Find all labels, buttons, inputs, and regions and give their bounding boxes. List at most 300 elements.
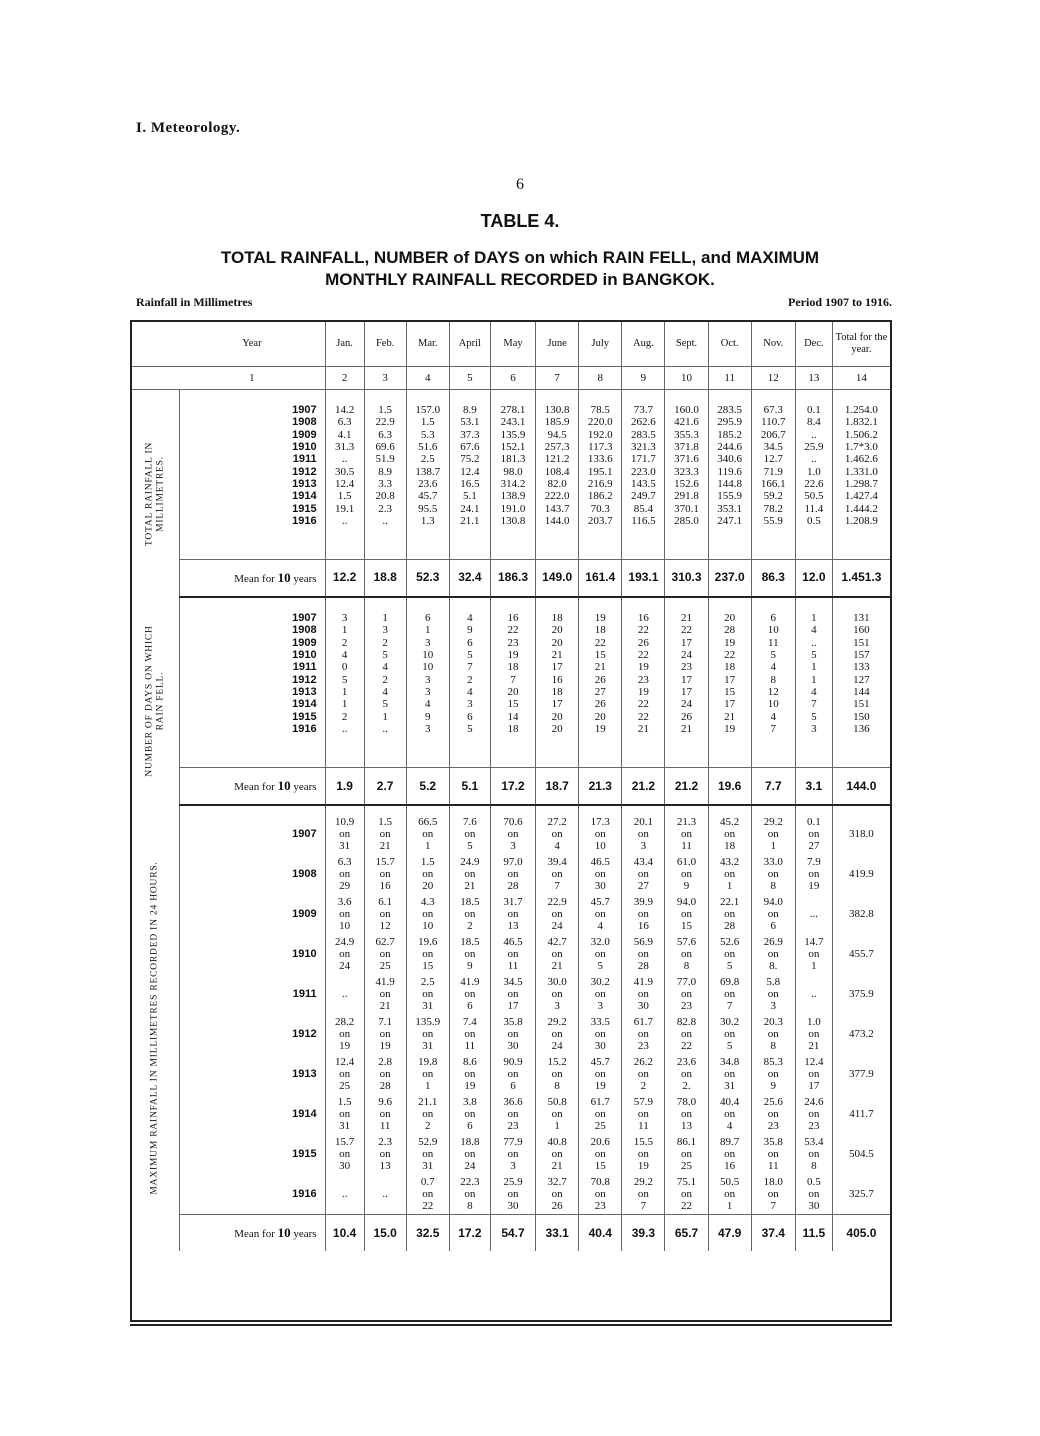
on-word: on: [422, 1188, 434, 1201]
spacer: [832, 527, 890, 543]
value-cell: 2: [325, 637, 364, 649]
value-cell: 22: [665, 624, 708, 636]
max-cell: [449, 1054, 490, 1094]
max-cell: [490, 1014, 535, 1054]
value-cell: 20: [536, 723, 579, 735]
spacer: [795, 543, 832, 560]
on-word: on: [464, 948, 476, 961]
max-date: 21: [808, 1040, 820, 1053]
max-cell: [325, 894, 364, 934]
year-cell: 1910: [292, 649, 317, 662]
value-cell: 24: [665, 698, 708, 710]
on-word: on: [422, 1108, 434, 1121]
mean-value: 39.3: [622, 1215, 665, 1252]
spacer: [708, 597, 751, 612]
value-cell: 5: [364, 649, 406, 661]
value-cell: 7: [449, 661, 490, 673]
on-word: on: [422, 948, 434, 961]
data-row-1912: [132, 674, 890, 686]
on-word: on: [551, 988, 563, 1001]
spacer: [622, 751, 665, 768]
max-cell: [665, 1174, 708, 1215]
on-word: on: [507, 868, 519, 881]
on-word: on: [594, 908, 606, 921]
max-cell: [449, 1014, 490, 1054]
mean-value: 54.7: [490, 1215, 535, 1252]
value-cell: 340.6: [708, 453, 751, 465]
value-cell: 45.7: [406, 490, 449, 502]
max-cell: [364, 1134, 406, 1174]
period-label: Period 1907 to 1916.: [788, 295, 892, 309]
max-cell: [579, 854, 622, 894]
on-word: on: [724, 868, 736, 881]
value-cell: 6: [449, 637, 490, 649]
value-cell: 18: [490, 661, 535, 673]
spacer: [832, 390, 890, 405]
max-cell: [708, 1174, 751, 1215]
spacer: [579, 527, 622, 543]
spacer-row: [132, 735, 890, 751]
max-date: 29: [339, 880, 351, 893]
max-cell: [751, 1134, 795, 1174]
value-cell: 20: [536, 711, 579, 723]
column-header: Oct.: [708, 322, 751, 367]
value-cell: ..: [364, 515, 406, 527]
value-cell: 186.2: [579, 490, 622, 502]
value-cell: 4: [751, 661, 795, 673]
data-row-1913: [132, 686, 890, 698]
max-date: 24: [339, 960, 351, 973]
value-cell: 95.5: [406, 503, 449, 515]
max-cell: [579, 1094, 622, 1134]
value-cell: 12.4: [449, 466, 490, 478]
on-word: on: [681, 1188, 693, 1201]
max-date: 9: [770, 1080, 777, 1093]
spacer: [364, 543, 406, 560]
on-word: on: [808, 948, 820, 961]
max-row-1908: [132, 854, 890, 894]
max-value: 56.9: [633, 935, 654, 948]
section-heading: I. Meteorology.: [136, 120, 241, 136]
value-cell: 223.0: [622, 466, 665, 478]
value-cell: 16: [536, 674, 579, 686]
value-cell: 6: [449, 711, 490, 723]
spacer: [708, 543, 751, 560]
max-value: 94.0: [763, 895, 783, 908]
max-date: 31: [422, 1160, 434, 1173]
max-date: 11: [464, 1040, 476, 1053]
value-cell: 1.208.9: [832, 515, 890, 527]
max-cell: [364, 814, 406, 854]
mean-value: 5.2: [406, 768, 449, 806]
max-cell: [708, 1054, 751, 1094]
max-value: 1.5: [378, 815, 393, 828]
max-cell: [449, 854, 490, 894]
max-value: 90.9: [503, 1055, 523, 1068]
on-word: on: [681, 1068, 693, 1081]
value-cell: 17: [708, 674, 751, 686]
max-value: 31.7: [503, 895, 523, 908]
value-cell: 108.4: [536, 466, 579, 478]
spacer: [708, 390, 751, 405]
max-cell: [406, 1014, 449, 1054]
max-value: 1.5: [420, 855, 435, 868]
max-date: 24: [464, 1160, 476, 1173]
on-word: on: [422, 908, 434, 921]
year-cell: 1907: [292, 612, 317, 625]
blank-marker: ...: [809, 908, 818, 921]
max-date: 30: [637, 1000, 649, 1013]
value-cell: 70.3: [579, 503, 622, 515]
on-word: on: [551, 1108, 563, 1121]
max-value: 42.7: [547, 935, 567, 948]
spacer: [795, 805, 832, 814]
max-cell: [579, 974, 622, 1014]
value-cell: 1.506.2: [832, 429, 890, 441]
data-row-1916: [132, 723, 890, 735]
max-value: 41.9: [375, 975, 395, 988]
column-number: 9: [622, 367, 665, 390]
value-cell: 144: [832, 686, 890, 698]
on-word: on: [422, 1068, 434, 1081]
max-value: 45.2: [720, 815, 740, 828]
value-cell: 206.7: [751, 429, 795, 441]
on-word: on: [464, 1148, 476, 1161]
value-cell: 15: [490, 698, 535, 710]
spacer: [490, 390, 535, 405]
max-value: 20.3: [763, 1015, 783, 1028]
column-number: 8: [579, 367, 622, 390]
on-word: on: [507, 908, 519, 921]
value-cell: 138.7: [406, 466, 449, 478]
spacer: [179, 735, 325, 751]
on-word: on: [681, 828, 693, 841]
on-word: on: [339, 1028, 351, 1041]
value-cell: 5: [795, 711, 832, 723]
max-value: 52.9: [418, 1135, 438, 1148]
on-word: on: [724, 1148, 736, 1161]
on-word: on: [551, 828, 563, 841]
spacer: [795, 527, 832, 543]
value-cell: 50.5: [795, 490, 832, 502]
value-cell: 20: [579, 711, 622, 723]
max-date: 28: [637, 960, 649, 973]
value-cell: 22.9: [364, 416, 406, 428]
on-word: on: [379, 868, 391, 881]
spacer: [832, 805, 890, 814]
max-cell: [490, 854, 535, 894]
page-number: 6: [516, 176, 524, 193]
max-row-1907: [132, 814, 890, 854]
value-cell: 1: [325, 686, 364, 698]
on-word: on: [767, 948, 779, 961]
max-cell: [708, 1014, 751, 1054]
value-cell: 133: [832, 661, 890, 673]
value-cell: 1.3: [406, 515, 449, 527]
value-cell: 222.0: [536, 490, 579, 502]
max-date: 3: [597, 1000, 604, 1013]
value-cell: 1: [795, 674, 832, 686]
max-date: 3: [554, 1000, 560, 1013]
year-cell: 1907: [292, 828, 317, 841]
value-cell: ..: [795, 637, 832, 649]
spacer: [449, 543, 490, 560]
max-value: 18.8: [460, 1135, 480, 1148]
spacer: [832, 751, 890, 768]
value-cell: 71.9: [751, 466, 795, 478]
value-cell: ..: [325, 453, 364, 465]
max-cell: [795, 814, 832, 854]
value-cell: 6.3: [325, 416, 364, 428]
spacer: [179, 751, 325, 768]
max-date: 25: [379, 960, 391, 973]
spacer: [751, 390, 795, 405]
value-cell: 22: [579, 637, 622, 649]
value-cell: 21: [579, 661, 622, 673]
value-cell: 135.9: [490, 429, 535, 441]
spacer: [622, 805, 665, 814]
max-cell: [622, 814, 665, 854]
on-word: on: [507, 988, 519, 1001]
value-cell: 181.3: [490, 453, 535, 465]
on-word: on: [681, 1148, 693, 1161]
max-date: 12: [379, 920, 391, 933]
spacer: [579, 805, 622, 814]
value-cell: 151: [832, 637, 890, 649]
max-cell: [665, 1014, 708, 1054]
data-row-1908: [132, 416, 890, 428]
spacer: [449, 390, 490, 405]
max-date: 30: [339, 1160, 351, 1173]
on-word: on: [681, 1028, 693, 1041]
max-value: 36.6: [503, 1095, 523, 1108]
max-date: 8: [770, 1040, 777, 1053]
max-cell: [536, 1054, 579, 1094]
max-date: 4: [726, 1120, 733, 1133]
value-cell: 17: [708, 698, 751, 710]
max-cell: [622, 934, 665, 974]
max-value: 33.5: [590, 1015, 610, 1028]
column-number: 10: [665, 367, 708, 390]
max-total: 473.2: [832, 1014, 890, 1054]
on-word: on: [767, 988, 779, 1001]
max-cell: [449, 814, 490, 854]
value-cell: 3: [364, 624, 406, 636]
value-cell: 20.8: [364, 490, 406, 502]
data-row-1907: [132, 404, 890, 416]
value-cell: 69.6: [364, 441, 406, 453]
value-cell: 20: [490, 686, 535, 698]
max-value: 6.1: [378, 895, 393, 908]
column-header: May: [490, 322, 535, 367]
mean-value: 2.7: [364, 768, 406, 806]
value-cell: 1: [364, 711, 406, 723]
on-word: on: [594, 868, 606, 881]
max-value: 29.2: [547, 1015, 567, 1028]
max-date: 24: [551, 1040, 563, 1053]
value-cell: 283.5: [622, 429, 665, 441]
data-row-1911: [132, 453, 890, 465]
on-word: on: [551, 948, 563, 961]
value-cell: 138.9: [490, 490, 535, 502]
max-value: 24.9: [334, 935, 355, 948]
spacer: [708, 805, 751, 814]
spacer: [449, 735, 490, 751]
value-cell: 5: [325, 674, 364, 686]
max-row-1915: [132, 1134, 890, 1174]
on-word: on: [379, 908, 391, 921]
value-cell: 19: [490, 649, 535, 661]
data-row-1913: [132, 478, 890, 490]
value-cell: 21.1: [449, 515, 490, 527]
mean-value: 21.3: [579, 768, 622, 806]
max-date: 23: [767, 1120, 779, 1133]
on-word: on: [637, 828, 649, 841]
max-cell: [665, 854, 708, 894]
max-cell: [536, 1174, 579, 1215]
max-value: 25.9: [503, 1175, 523, 1188]
on-word: on: [767, 1108, 779, 1121]
value-cell: 14.2: [325, 404, 364, 416]
mean-value: 3.1: [795, 768, 832, 806]
on-word: on: [637, 1108, 649, 1121]
max-cell: [325, 854, 364, 894]
max-cell: [536, 974, 579, 1014]
max-date: 16: [724, 1160, 736, 1173]
rainfall-table: [132, 322, 890, 1251]
column-number: 1: [179, 367, 325, 390]
value-cell: 8.4: [795, 416, 832, 428]
on-word: on: [339, 908, 351, 921]
spacer: [364, 751, 406, 768]
max-date: 8: [467, 1200, 473, 1213]
max-cell: [665, 814, 708, 854]
max-date: 2: [467, 920, 473, 933]
year-cell: 1911: [292, 661, 317, 674]
column-number: 11: [708, 367, 751, 390]
max-value: 85.3: [763, 1055, 783, 1068]
max-value: 8.6: [462, 1055, 477, 1068]
max-date: 27: [808, 840, 820, 853]
max-cell: [622, 1094, 665, 1134]
max-date: 3: [510, 840, 516, 853]
data-row-1909: [132, 637, 890, 649]
value-cell: 17: [665, 686, 708, 698]
on-word: on: [507, 1188, 519, 1201]
column-number: 5: [449, 367, 490, 390]
max-cell: [665, 894, 708, 934]
value-cell: 1.5: [406, 416, 449, 428]
spacer: [406, 751, 449, 768]
spacer: [406, 597, 449, 612]
column-number: 3: [364, 367, 406, 390]
spacer: [751, 543, 795, 560]
value-cell: 262.6: [622, 416, 665, 428]
value-cell: 295.9: [708, 416, 751, 428]
max-cell: [449, 934, 490, 974]
value-cell: 11.4: [795, 503, 832, 515]
on-word: on: [507, 1028, 519, 1041]
max-value: 18.0: [763, 1175, 783, 1188]
on-word: on: [767, 828, 779, 841]
max-date: 30: [594, 1040, 606, 1053]
max-date: 24: [551, 920, 563, 933]
value-cell: 1: [325, 624, 364, 636]
max-date: 1: [811, 960, 817, 973]
max-row-1913: [132, 1054, 890, 1094]
side-label-text: [145, 625, 166, 776]
value-cell: 10: [406, 661, 449, 673]
value-cell: 2: [364, 674, 406, 686]
max-cell: [795, 974, 832, 1014]
year-cell: 1914: [292, 1108, 317, 1121]
column-number: 12: [751, 367, 795, 390]
spacer: [536, 751, 579, 768]
max-date: 6: [467, 1120, 473, 1133]
on-word: on: [379, 1148, 391, 1161]
max-cell: [490, 894, 535, 934]
spacer-row: [132, 543, 890, 560]
mean-value: 86.3: [751, 560, 795, 598]
value-cell: 9: [406, 711, 449, 723]
column-header: Dec.: [795, 322, 832, 367]
max-date: 23: [594, 1200, 606, 1213]
max-cell: [364, 894, 406, 934]
spacer: [832, 735, 890, 751]
max-value: 24.9: [460, 855, 480, 868]
value-cell: 1.5: [325, 490, 364, 502]
max-value: 29.2: [633, 1175, 654, 1188]
value-cell: 19.1: [325, 503, 364, 515]
max-date: 11: [768, 1160, 779, 1173]
value-cell: 1: [364, 612, 406, 624]
spacer: [536, 527, 579, 543]
spacer: [325, 805, 364, 814]
value-cell: 22: [708, 649, 751, 661]
side-label-line: MILLIMETRES.: [155, 455, 166, 532]
spacer: [490, 805, 535, 814]
on-word: on: [379, 1068, 391, 1081]
max-date: 30: [507, 1040, 519, 1053]
mean-value: 1.451.3: [832, 560, 890, 598]
spacer: [179, 597, 325, 612]
max-value: 22.3: [460, 1175, 480, 1188]
year-cell: 1909: [292, 636, 317, 649]
table-number: TABLE 4.: [480, 211, 560, 231]
value-cell: 19: [579, 723, 622, 735]
value-cell: 12.4: [325, 478, 364, 490]
max-value: 7.6: [462, 815, 477, 828]
max-date: 23: [808, 1120, 820, 1133]
max-value: 75.1: [676, 1175, 697, 1188]
max-cell: [795, 1174, 832, 1215]
value-cell: 4: [325, 649, 364, 661]
on-word: on: [724, 1108, 736, 1121]
max-date: 6: [770, 920, 777, 933]
value-cell: 4.1: [325, 429, 364, 441]
max-date: 8: [683, 960, 690, 973]
value-cell: 4: [795, 686, 832, 698]
max-value: 7.9: [806, 855, 821, 868]
mean-value: 32.5: [406, 1215, 449, 1252]
spacer: [536, 735, 579, 751]
on-word: on: [339, 1108, 351, 1121]
max-cell: [406, 1054, 449, 1094]
year-cell: 1913: [292, 1068, 317, 1081]
max-value: 43.4: [633, 855, 654, 868]
mean-value: 18.8: [364, 560, 406, 598]
value-cell: 5: [795, 649, 832, 661]
